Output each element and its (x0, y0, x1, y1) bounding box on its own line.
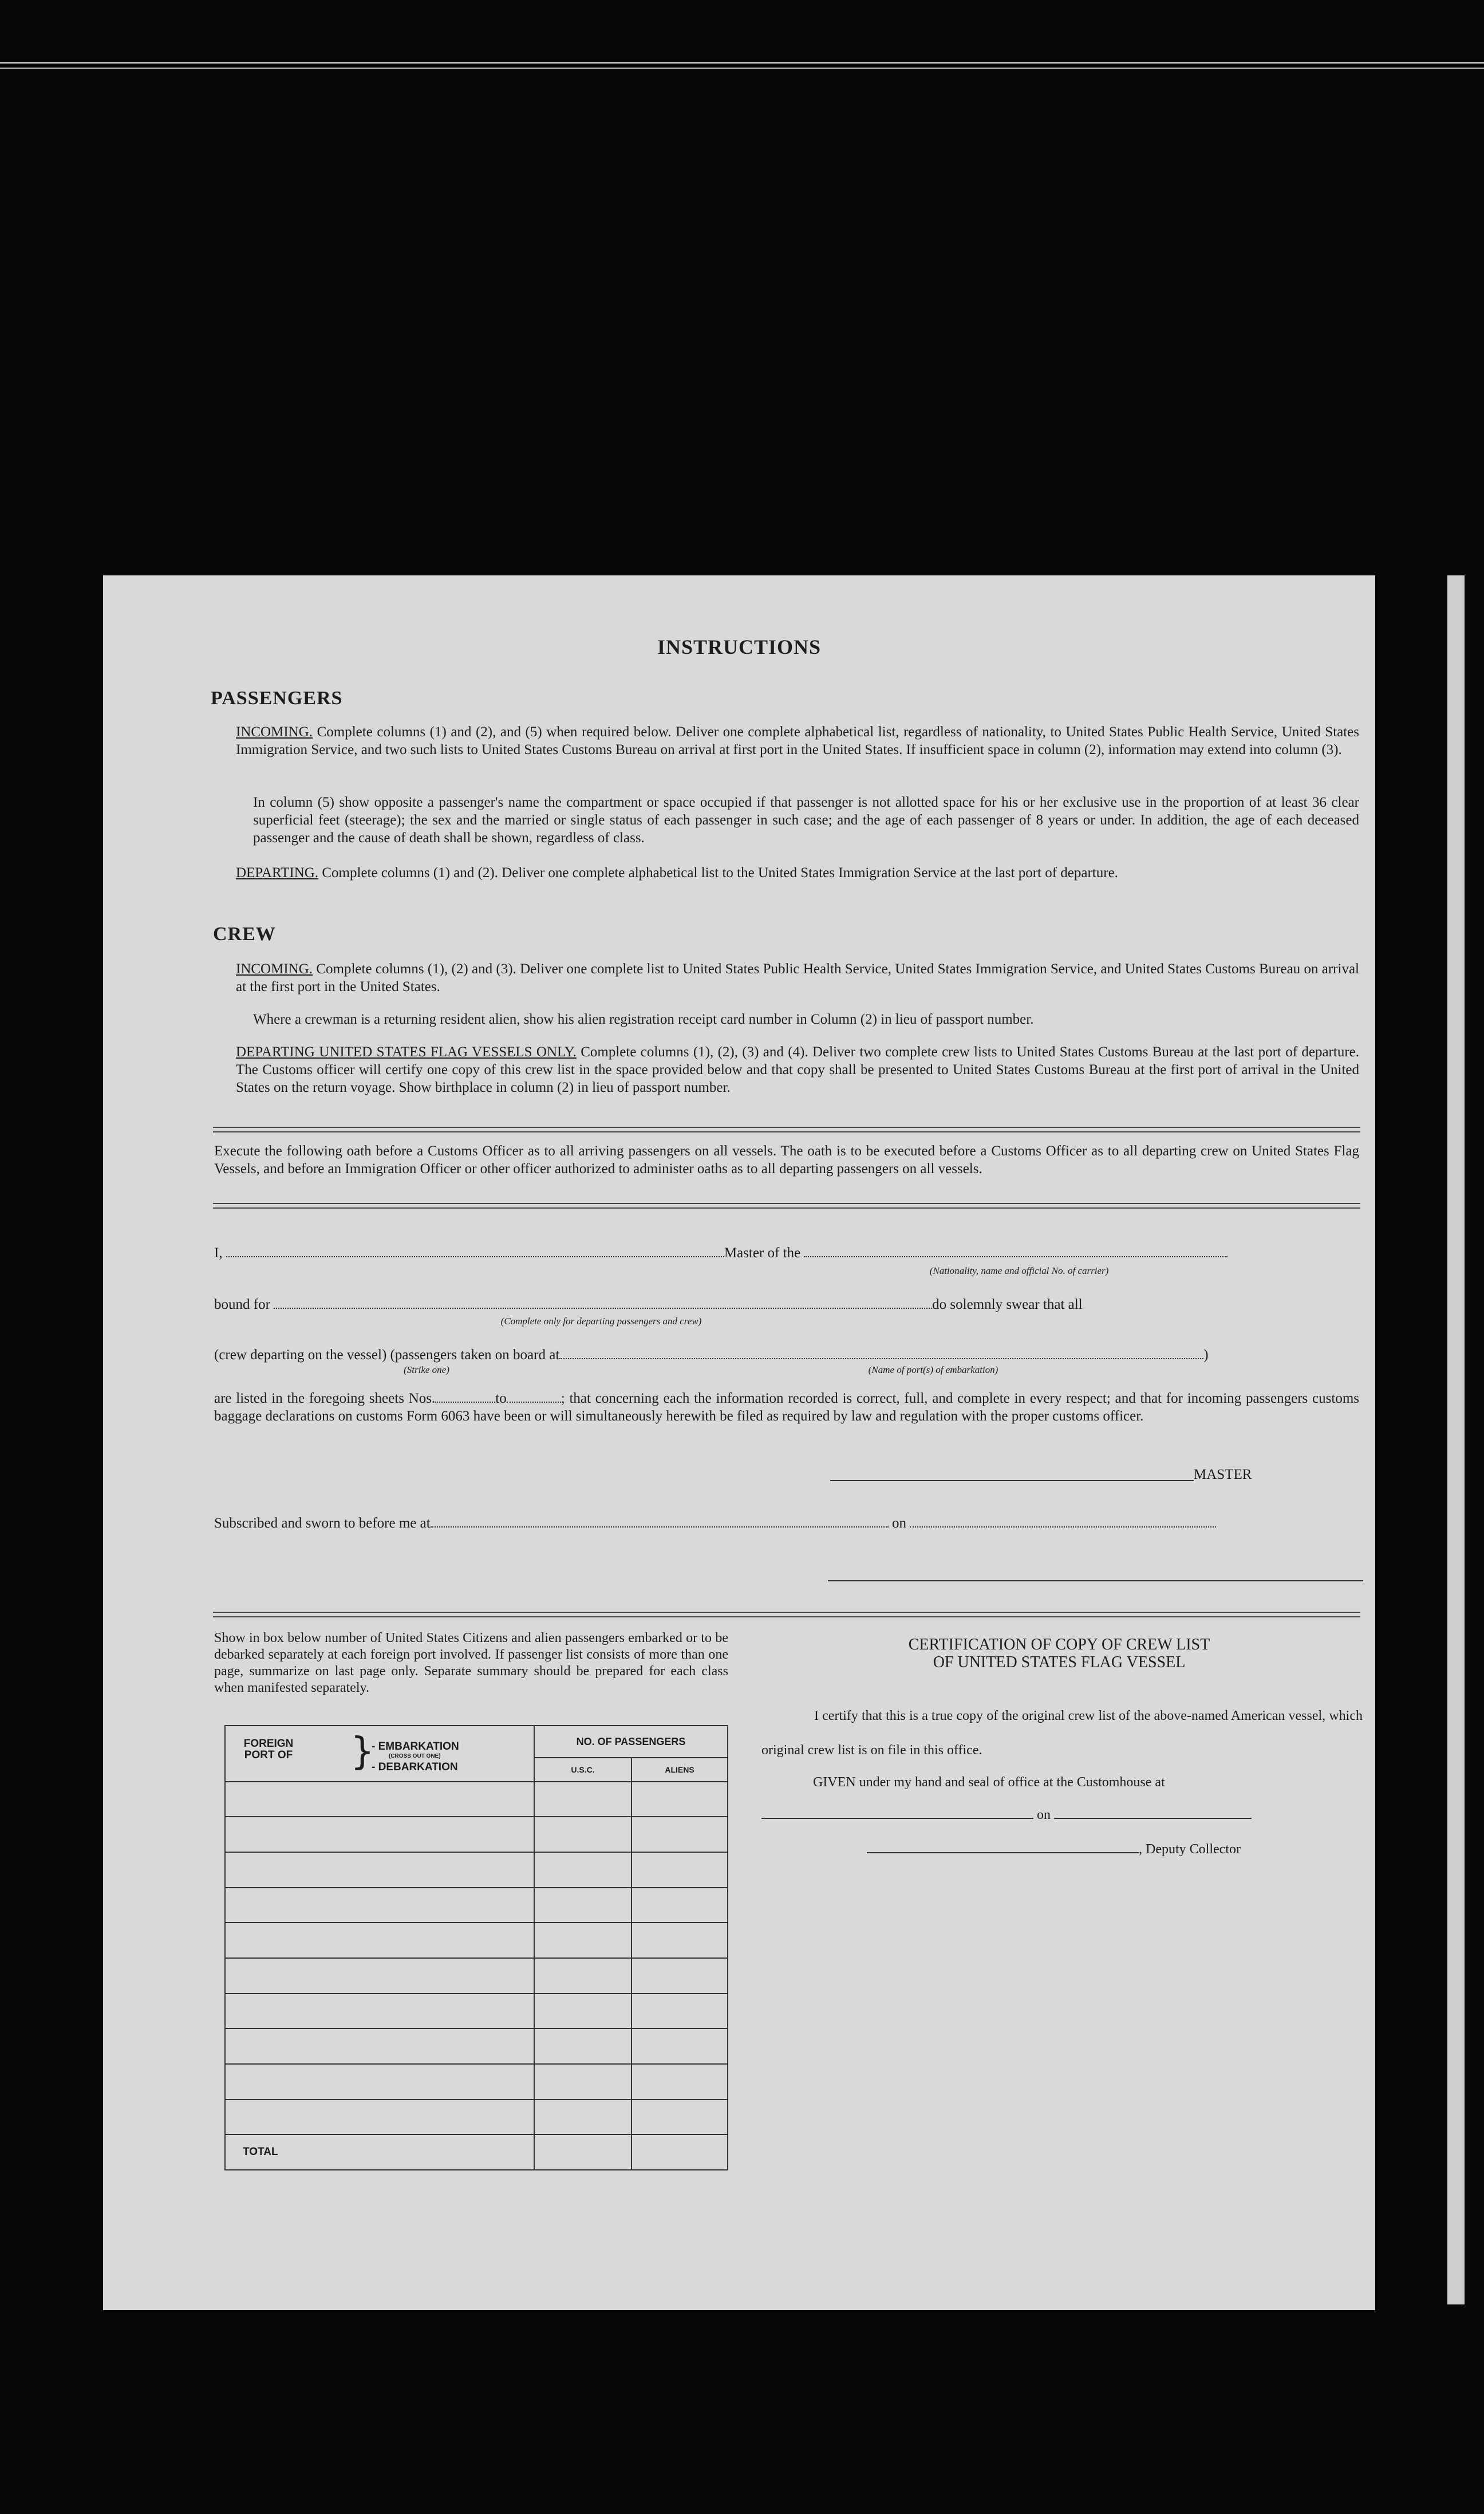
port-cell[interactable] (225, 1888, 534, 1923)
sworn-date-field[interactable] (910, 1515, 1216, 1528)
oath-i-label: I, (214, 1245, 223, 1261)
section-divider-1 (213, 1127, 1360, 1132)
aliens-cell[interactable] (632, 1852, 728, 1888)
crew-departing-label: DEPARTING UNITED STATES FLAG VESSELS ONLY. (236, 1044, 577, 1060)
officer-signature-line[interactable] (828, 1580, 1363, 1581)
embarkation-port-field[interactable] (559, 1347, 1203, 1359)
certification-heading (761, 1636, 1357, 1671)
port-cell[interactable] (225, 2099, 534, 2135)
section-divider-2 (213, 1203, 1360, 1209)
oath-listed-post: ; that concerning each the information recorded is correct, full, and complete in every respect; and that for incoming passengers customs baggage declarations on customs Form 6063 have been or will simultaneously herewith be filed as required by law and regulation with the proper customs officer. (214, 1391, 1359, 1424)
oath-crew-departing: (crew departing on the vessel) (214, 1347, 387, 1363)
usc-cell[interactable] (534, 1852, 632, 1888)
oath-close-paren: ) (1203, 1347, 1209, 1363)
oath-nationality-note: (Nationality, name and official No. of carrier) (929, 1265, 1109, 1276)
aliens-cell[interactable] (632, 1782, 728, 1817)
certification-heading-line2: OF UNITED STATES FLAG VESSEL (933, 1653, 1186, 1671)
usc-cell[interactable] (534, 1817, 632, 1852)
passengers-heading: PASSENGERS (211, 688, 343, 709)
port-cell[interactable] (225, 1958, 534, 1994)
passengers-column5-paragraph: In column (5) show opposite a passenger's name the compartment or space occupied if that passenger is not allotted space for his or her exclusive use in the proportion of at least 36 clear superficial feet (steerage); the sex and the married or single status of each passenger in such case; and the age of each passenger of 8 years or under. In addition, the age of each deceased passenger and the cause of death shall be shown, regardless of class. (253, 795, 1359, 846)
aliens-cell[interactable] (632, 2099, 728, 2135)
oath-execute-paragraph: Execute the following oath before a Customs Officer as to all arriving passengers on all vessels. The oath is to be executed before a Customs Officer as to all departing crew on United States Flag Vessels, and before an Immigration Officer or other officer authorized to administer oaths as to all departing passengers on all vessels. (214, 1143, 1359, 1177)
aliens-cell[interactable] (632, 2064, 728, 2099)
total-usc-cell[interactable] (534, 2134, 632, 2170)
sworn-place-field[interactable] (431, 1515, 889, 1528)
oath-line-master (214, 1244, 1359, 1262)
oath-listed-pre: are listed in the foregoing sheets Nos. (214, 1391, 436, 1406)
customhouse-field[interactable] (761, 1806, 1033, 1819)
table-row (225, 2064, 728, 2099)
passengers-departing-paragraph (236, 864, 1359, 882)
scan-top-line-2 (0, 68, 1484, 69)
aliens-cell[interactable] (632, 2028, 728, 2064)
oath-line-port (214, 1346, 1365, 1364)
usc-cell[interactable] (534, 1782, 632, 1817)
usc-cell[interactable] (534, 2064, 632, 2099)
certification-date-line (761, 1806, 1363, 1824)
port-cell[interactable] (225, 1994, 534, 2029)
summary-instructions: Show in box below number of United States Citizens and alien passengers embarked or to be debarked separately at each foreign port involved. If passenger list consists of more than one page, summarize on last page only. Separate summary should be prepared for each class when manifested separately. (214, 1631, 728, 1695)
passengers-incoming-paragraph (236, 723, 1359, 759)
oath-line-bound (214, 1296, 1359, 1313)
oath-listed-to: to (495, 1391, 507, 1406)
certification-on: on (1037, 1807, 1051, 1822)
oath-subscribed-line (214, 1514, 1365, 1532)
certification-text: I certify that this is a true copy of the original crew list of the above-named American vessel, which original crew list is on file in this office. (761, 1708, 1363, 1758)
oath-port-note: (Name of port(s) of embarkation) (868, 1364, 998, 1375)
master-name-field[interactable] (226, 1245, 724, 1257)
port-cell[interactable] (225, 1923, 534, 1958)
brace-glyph: } (350, 1728, 374, 1773)
oath-complete-note: (Complete only for departing passengers and crew) (500, 1316, 702, 1327)
no-of-passengers-header: NO. OF PASSENGERS (534, 1726, 728, 1758)
table-row (225, 1817, 728, 1852)
table-header-port (225, 1726, 534, 1782)
table-row (225, 2028, 728, 2064)
port-cell[interactable] (225, 1852, 534, 1888)
crew-departing-text: Complete columns (1), (2), (3) and (4). Deliver two complete crew lists to United States Customs Bureau at the last port of departure. The Customs officer will certify one copy of this crew list in the space provided below and that copy shall be presented to United States Customs Bureau at the first port of arrival in the United States on the return voyage. Show birthplace in column (2) in lieu of passport number. (236, 1044, 1359, 1095)
aliens-header: ALIENS (632, 1758, 728, 1781)
port-cell[interactable] (225, 2064, 534, 2099)
crew-heading: CREW (213, 923, 276, 945)
sheet-from-field[interactable] (435, 1390, 495, 1403)
total-aliens-cell[interactable] (632, 2134, 728, 2170)
foreign-port-of-label: FOREIGN PORT OF (243, 1737, 294, 1761)
port-cell[interactable] (225, 1782, 534, 1817)
total-label: TOTAL (225, 2134, 534, 2170)
deputy-collector-label: , Deputy Collector (1139, 1842, 1241, 1857)
oath-bound-for: bound for (214, 1297, 270, 1312)
oath-on: on (891, 1515, 906, 1531)
passengers-departing-text: Complete columns (1) and (2). Deliver one complete alphabetical list to the United States Immigration Service at the last port of departure. (322, 865, 1118, 881)
document-page (103, 575, 1375, 2310)
usc-cell[interactable] (534, 1958, 632, 1994)
carrier-field[interactable] (804, 1245, 1228, 1257)
certification-given-text: GIVEN under my hand and seal of office at the Customhouse at (813, 1775, 1165, 1790)
oath-master-of: Master of the (724, 1245, 801, 1261)
deputy-signature-field[interactable] (867, 1841, 1139, 1853)
passenger-summary-table (224, 1725, 728, 2170)
table-row (225, 1923, 728, 1958)
certification-date-field[interactable] (1054, 1806, 1252, 1819)
deputy-collector-line (867, 1841, 1371, 1858)
crew-departing-paragraph (236, 1043, 1359, 1096)
destination-field[interactable] (274, 1296, 932, 1309)
usc-header: U.S.C. (534, 1758, 632, 1781)
aliens-cell[interactable] (632, 1923, 728, 1958)
usc-cell[interactable] (534, 2028, 632, 2064)
usc-cell[interactable] (534, 1888, 632, 1923)
table-row (225, 1958, 728, 1994)
crew-incoming-label: INCOMING. (236, 961, 313, 977)
page-title: INSTRUCTIONS (657, 636, 822, 658)
table-row (225, 1888, 728, 1923)
oath-strike-note: (Strike one) (404, 1364, 449, 1375)
adjacent-page-edge (1447, 575, 1465, 2304)
debarkation-label: - DEBARKATION (372, 1761, 458, 1773)
aliens-cell[interactable] (632, 1958, 728, 1994)
oath-passengers-taken: (passengers taken on board at (390, 1347, 560, 1363)
passengers-incoming-text: Complete columns (1) and (2), and (5) when required below. Deliver one complete alphabetical list, regardless of nationality, to United States Public Health Service, United States Immigration Service, and two such lists to United States Customs Bureau on arrival at first port in the United States. If insufficient space in column (2), information may extend into column (3). (236, 724, 1360, 757)
table-row (225, 2099, 728, 2135)
cross-out-note: (CROSS OUT ONE) (389, 1753, 441, 1759)
certification-heading-line1: CERTIFICATION OF COPY OF CREW LIST (908, 1636, 1210, 1653)
crew-incoming-text: Complete columns (1), (2) and (3). Deliver one complete list to United States Public Health Service, United States Immigration Service, and United States Customs Bureau on arrival at the first port in the United States. (236, 961, 1359, 994)
aliens-cell[interactable] (632, 1817, 728, 1852)
section-divider-3 (213, 1612, 1360, 1617)
table-row (225, 1852, 728, 1888)
port-cell[interactable] (225, 2028, 534, 2064)
port-cell[interactable] (225, 1817, 534, 1852)
table-row (225, 1994, 728, 2029)
master-signature-line[interactable] (830, 1480, 1194, 1481)
table-row (225, 1782, 728, 1817)
usc-cell[interactable] (534, 1994, 632, 2029)
scan-top-line (0, 62, 1484, 64)
crew-resident-paragraph: Where a crewman is a returning resident alien, show his alien registration receipt card number in Column (2) in lieu of passport number. (253, 1012, 1034, 1027)
passengers-incoming-label: INCOMING. (236, 724, 313, 740)
oath-subscribed: Subscribed and sworn to before me at (214, 1515, 431, 1531)
embarkation-label: - EMBARKATION (372, 1740, 459, 1753)
aliens-cell[interactable] (632, 1888, 728, 1923)
aliens-cell[interactable] (632, 1994, 728, 2029)
master-signature-label: MASTER (1194, 1467, 1252, 1482)
oath-swear: do solemnly swear that all (932, 1297, 1083, 1312)
crew-incoming-paragraph (236, 960, 1359, 996)
total-row (225, 2134, 728, 2170)
usc-cell[interactable] (534, 1923, 632, 1958)
oath-listed-paragraph (214, 1390, 1359, 1425)
usc-cell[interactable] (534, 2099, 632, 2135)
sheet-to-field[interactable] (507, 1390, 561, 1403)
passengers-departing-label: DEPARTING. (236, 865, 319, 881)
